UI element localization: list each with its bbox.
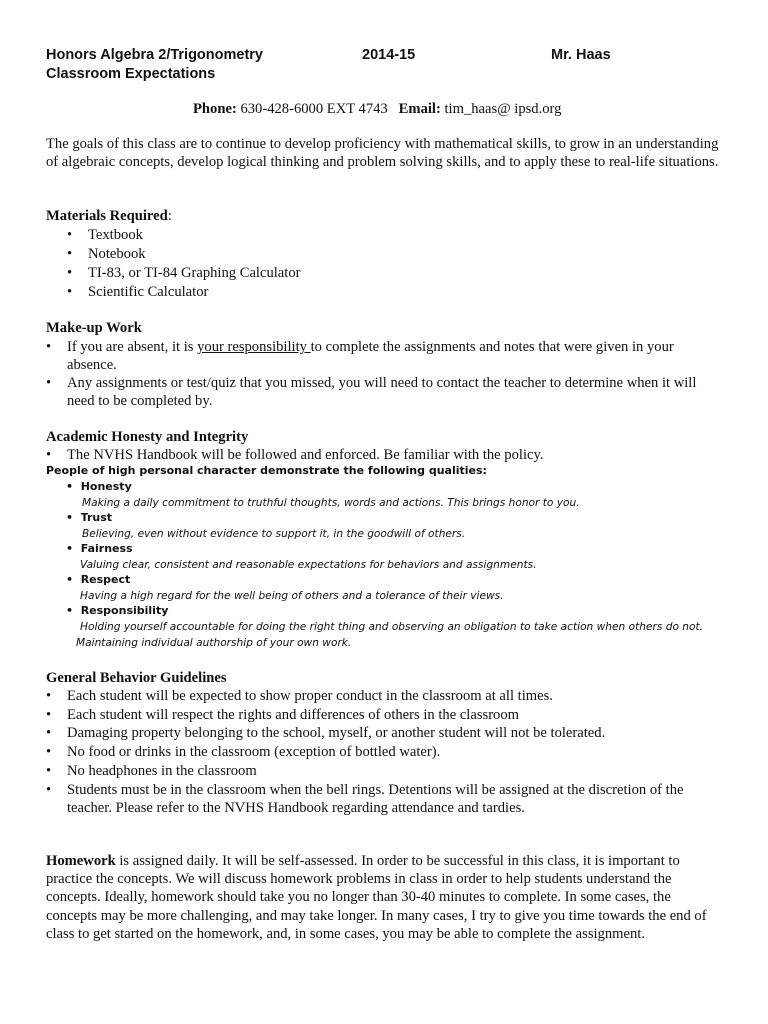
document-subtitle: Classroom Expectations (46, 66, 216, 82)
homework-lead: Homework (46, 853, 116, 869)
quality-title: • Respect (66, 573, 131, 586)
qualities-intro: People of high personal character demonstrate the following qualities: (46, 464, 487, 477)
quality-title: • Trust (66, 511, 113, 524)
materials-heading: Materials Required: (46, 208, 172, 224)
phone-number: 630-428-6000 EXT 4743 (240, 101, 388, 117)
list-item: • Any assignments or test/quiz that you missed, you will need to contact the teacher to determine when it will need to be completed by. (46, 375, 697, 410)
school-year: 2014-15 (362, 47, 416, 63)
list-item: • Students must be in the classroom when the bell rings. Detentions will be assigned at the discretion of the teacher. Please refer to the NVHS Handbook regarding attendance and tardies. (46, 782, 684, 817)
document-page: Honors Algebra 2/Trigonometry 2014-15 Mr. Haas Classroom Expectations Phone: 630-428-6000 EXT 4743 Email: tim_haas@ ipsd.org The goals of this class are to continue to develop proficiency with mathematical skills, to grow in an understanding of algebraic concepts, develop logical thinking and problem solving skills, and to apply these to real-life situations. Materials Required: • Textbook • Notebook • TI-83, or TI-84 Graphing Calculator • Scientific Calculator Make-up Work • If you are absent, it is your responsibility to complete the assignments and notes that were given in your absence. • Any assignments or test/quiz that you missed, you will need to contact the teacher to determine when it will need to be completed by. Academic Honesty and Integrity • The NVHS Handbook will be followed and enforced. Be familiar with the policy. People of high personal character demonstrate the following qualities: • Honesty Making a daily commitment to truthful thoughts, words and actions. This brings honor to you. • Trust Believing, even without evidence to support it, in the goodwill of others. • Fairness Valuing clear, consistent and reasonable expectations for behaviors and assignments. • Respect Having a high regard for the well being of others and a tolerance of their views. • Responsibility Holding yourself accountable for doing the right thing and observing an obligation to take action when others do not. Maintaining individual authorship of your own work. General Behavior Guidelines • Each student will be expected to show proper conduct in the classroom at all times. • Each student will respect the rights and differences of others in the classroom • Damaging property belonging to the school, myself, or another student will not be tolerated. • No food or drinks in the classroom (exception of bottled water). • No headphones in the classroom • Students must be in the classroom when the bell rings. Detentions will be assigned at the discretion of the teacher. Please refer to the NVHS Handbook regarding attendance and tardies. Homework is assigned daily. It will be self-assessed. In order to be successful in this class, it is important to practice the concepts. We will discuss homework problems in class in order to help students understand the concepts. Ideally, homework should take you no longer than 30-40 minutes to complete. In some cases, the concepts may be more challenging, and may take longer. In many cases, I try to give you time towards the end of class to get started on the homework, and, in some cases, you may be able to complete the assignment. (0, 0, 768, 1024)
email-address: tim_haas@ ipsd.org (444, 101, 562, 117)
quality-title: • Responsibility (66, 604, 169, 617)
list-item: • If you are absent, it is your responsibility to complete the assignments and notes that were given in your absence. (46, 339, 674, 374)
behavior-heading: General Behavior Guidelines (46, 670, 227, 686)
phone-label: Phone: (193, 101, 237, 117)
goals-paragraph: The goals of this class are to continue to develop proficiency with mathematical skills, to grow in an understanding of algebraic concepts, develop logical thinking and problem solving skills, and to apply these to real-life situations. (46, 136, 719, 171)
list-item: • No headphones in the classroom (46, 763, 257, 779)
email-label: Email: (398, 101, 441, 117)
quality-description: Having a high regard for the well being of others and a tolerance of their views. (80, 590, 504, 602)
quality-description: Maintaining individual authorship of your own work. (76, 637, 352, 649)
underlined-emphasis: your responsibility (197, 339, 311, 355)
quality-title: • Fairness (66, 542, 133, 555)
list-item: • The NVHS Handbook will be followed and enforced. Be familiar with the policy. (46, 447, 544, 463)
quality-description: Holding yourself accountable for doing the right thing and observing an obligation to take action when others do not. (80, 621, 704, 633)
list-item: • No food or drinks in the classroom (exception of bottled water). (46, 744, 441, 760)
honesty-heading: Academic Honesty and Integrity (46, 429, 249, 445)
homework-paragraph: Homework is assigned daily. It will be self-assessed. In order to be successful in this class, it is important to practice the concepts. We will discuss homework problems in class in order to help students understand the concepts. Ideally, homework should take you no longer than 30-40 minutes to complete. In some cases, the concepts may be more challenging, and may take longer. In many cases, I try to give you time towards the end of class to get started on the homework, and, in some cases, you may be able to complete the assignment. (46, 853, 707, 942)
quality-description: Valuing clear, consistent and reasonable expectations for behaviors and assignments. (80, 559, 537, 571)
makeup-heading: Make-up Work (46, 320, 142, 336)
list-item: • Each student will be expected to show proper conduct in the classroom at all times. (46, 688, 553, 704)
list-item: • Damaging property belonging to the school, myself, or another student will not be tolerated. (46, 725, 606, 741)
quality-description: Making a daily commitment to truthful thoughts, words and actions. This brings honor to you. (82, 497, 580, 509)
contact-line (193, 100, 561, 118)
list-item: • Each student will respect the rights and differences of others in the classroom (46, 707, 519, 723)
quality-description: Believing, even without evidence to support it, in the goodwill of others. (82, 528, 466, 540)
teacher-name: Mr. Haas (551, 47, 611, 63)
quality-title: • Honesty (66, 480, 132, 493)
course-title: Honors Algebra 2/Trigonometry (46, 47, 263, 63)
